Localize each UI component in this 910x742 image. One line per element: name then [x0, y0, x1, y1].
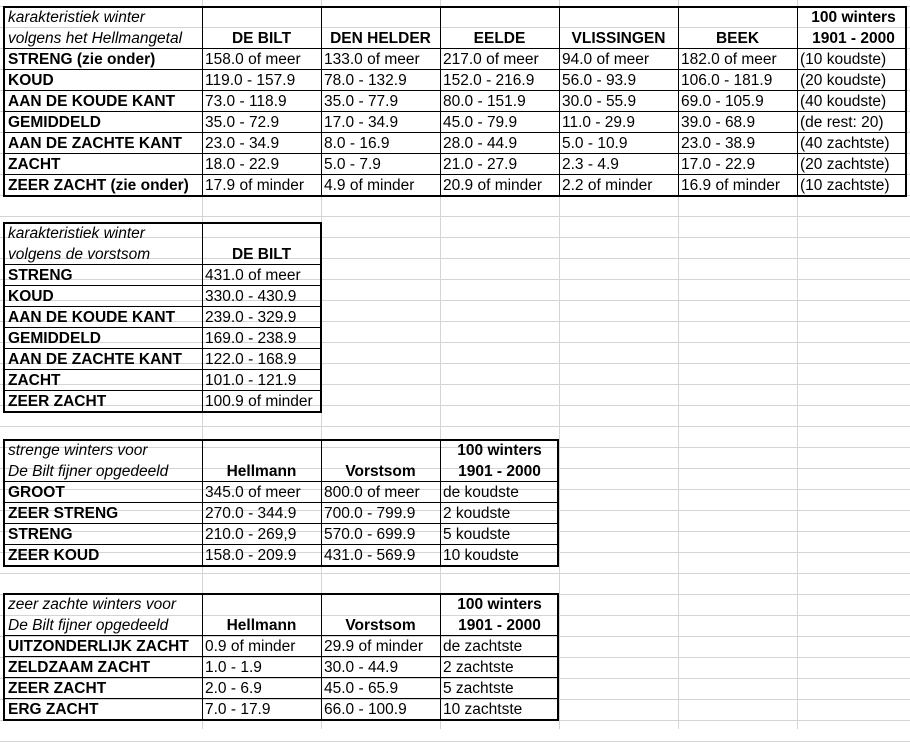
- table-cell: 7.0 - 17.9: [205, 701, 271, 718]
- table-cell: 10 koudste: [443, 547, 519, 564]
- table-cell: 4.9 of minder: [324, 177, 415, 194]
- table-cell: 2.2 of minder: [562, 177, 653, 194]
- table-cell: (20 koudste): [800, 72, 887, 89]
- table-cell: 5 zachtste: [443, 680, 514, 697]
- table-cell: 23.0 - 34.9: [205, 135, 280, 152]
- table-header-caption: karakteristiek winter: [8, 225, 145, 242]
- table-header-caption: strenge winters voor: [8, 442, 148, 459]
- table-cell: 78.0 - 132.9: [324, 72, 407, 89]
- table-cell: 2 koudste: [443, 505, 511, 522]
- row-label: ZEER ZACHT: [8, 680, 107, 697]
- table-cell: 5 koudste: [443, 526, 511, 543]
- row-label: GROOT: [8, 484, 65, 501]
- table-cell: 11.0 - 29.9: [562, 114, 635, 131]
- table-cell: 133.0 of meer: [324, 51, 420, 68]
- table-header-caption: zeer zachte winters voor: [8, 596, 176, 613]
- row-label: ZACHT: [8, 372, 61, 389]
- grid-row-line: [0, 216, 910, 217]
- table-cell: 73.0 - 118.9: [205, 93, 287, 110]
- table-cell: 431.0 - 569.9: [324, 547, 416, 564]
- table-header-caption: volgens het Hellmangetal: [8, 30, 183, 47]
- table-cell: 2.3 - 4.9: [562, 156, 619, 173]
- row-label: ZEER ZACHT: [8, 393, 107, 410]
- table-cell: de zachtste: [443, 638, 523, 655]
- table-cell: de koudste: [443, 484, 519, 501]
- table-cell: 345.0 of meer: [205, 484, 301, 501]
- table-cell: 35.0 - 72.9: [205, 114, 280, 131]
- table-cell: 66.0 - 100.9: [324, 701, 407, 718]
- table-cell: 700.0 - 799.9: [324, 505, 416, 522]
- table-cell: (40 koudste): [800, 93, 887, 110]
- table-cell: (20 zachtste): [800, 156, 890, 173]
- row-label: STRENG: [8, 526, 73, 543]
- column-header: 100 winters: [457, 596, 542, 613]
- row-label: AAN DE ZACHTE KANT: [8, 135, 182, 152]
- column-header: 1901 - 2000: [458, 463, 541, 480]
- table-cell: 17.0 - 22.9: [681, 156, 756, 173]
- column-header: EELDE: [473, 30, 526, 47]
- table-cell: (de rest: 20): [800, 114, 884, 131]
- row-label: UITZONDERLIJK ZACHT: [8, 638, 189, 655]
- table-cell: 101.0 - 121.9: [205, 372, 297, 389]
- table-cell: 0.9 of minder: [205, 638, 296, 655]
- column-header: 100 winters: [811, 9, 896, 26]
- row-label: ZEER STRENG: [8, 505, 119, 522]
- row-label: ZACHT: [8, 156, 61, 173]
- table-cell: 35.0 - 77.9: [324, 93, 399, 110]
- column-header: Vorstsom: [345, 617, 416, 634]
- table-cell: 119.0 - 157.9: [205, 72, 296, 89]
- table-cell: 5.0 - 10.9: [562, 135, 628, 152]
- table-cell: 800.0 of meer: [324, 484, 420, 501]
- table-cell: 8.0 - 16.9: [324, 135, 390, 152]
- table-cell: 30.0 - 44.9: [324, 659, 399, 676]
- table-cell: 17.0 - 34.9: [324, 114, 399, 131]
- table-cell: 182.0 of meer: [681, 51, 777, 68]
- table-cell: 2 zachtste: [443, 659, 514, 676]
- row-label: ZELDZAAM ZACHT: [8, 659, 151, 676]
- table-cell: (10 koudste): [800, 51, 887, 68]
- table-cell: 431.0 of meer: [205, 267, 301, 284]
- table-cell: 10 zachtste: [443, 701, 523, 718]
- row-label: KOUD: [8, 72, 54, 89]
- table-cell: 210.0 - 269,9: [205, 526, 297, 543]
- row-label: AAN DE KOUDE KANT: [8, 93, 176, 110]
- table-cell: 18.0 - 22.9: [205, 156, 280, 173]
- table-cell: 217.0 of meer: [443, 51, 539, 68]
- table-cell: 45.0 - 79.9: [443, 114, 518, 131]
- table-cell: 239.0 - 329.9: [205, 309, 297, 326]
- table-cell: 17.9 of minder: [205, 177, 305, 194]
- column-header: BEEK: [715, 30, 760, 47]
- table-cell: 23.0 - 38.9: [681, 135, 756, 152]
- row-label: AAN DE ZACHTE KANT: [8, 351, 182, 368]
- table-header-caption: De Bilt fijner opgedeeld: [8, 463, 169, 480]
- column-header: VLISSINGEN: [571, 30, 666, 47]
- table-cell: 158.0 - 209.9: [205, 547, 297, 564]
- table-cell: 5.0 - 7.9: [324, 156, 381, 173]
- table-cell: 69.0 - 105.9: [681, 93, 764, 110]
- column-header: 1901 - 2000: [458, 617, 541, 634]
- table-cell: 2.0 - 6.9: [205, 680, 262, 697]
- table-cell: 56.0 - 93.9: [562, 72, 637, 89]
- table-cell: 100.9 of minder: [205, 393, 313, 410]
- table-cell: 94.0 of meer: [562, 51, 650, 68]
- column-header: Hellmann: [226, 463, 297, 480]
- column-header: Vorstsom: [345, 463, 416, 480]
- table-header-caption: volgens de vorstsom: [8, 246, 151, 263]
- table-cell: (40 zachtste): [800, 135, 890, 152]
- column-header: DEN HELDER: [330, 30, 431, 47]
- row-label: KOUD: [8, 288, 54, 305]
- table-cell: 39.0 - 68.9: [681, 114, 756, 131]
- column-header: 1901 - 2000: [812, 30, 895, 47]
- table-cell: 169.0 - 238.9: [205, 330, 297, 347]
- row-label: ERG ZACHT: [8, 701, 99, 718]
- table-cell: 16.9 of minder: [681, 177, 781, 194]
- table-cell: 158.0 of meer: [205, 51, 301, 68]
- table-cell: 570.0 - 699.9: [324, 526, 416, 543]
- column-header: 100 winters: [457, 442, 542, 459]
- row-label: GEMIDDELD: [8, 330, 101, 347]
- table-header-caption: karakteristiek winter: [8, 9, 145, 26]
- table-cell: 28.0 - 44.9: [443, 135, 518, 152]
- grid-row-line: [0, 573, 910, 574]
- table-header-caption: De Bilt fijner opgedeeld: [8, 617, 169, 634]
- table-cell: 45.0 - 65.9: [324, 680, 399, 697]
- table-cell: 1.0 - 1.9: [205, 659, 262, 676]
- table-cell: 21.0 - 27.9: [443, 156, 518, 173]
- table-cell: 80.0 - 151.9: [443, 93, 526, 110]
- row-label: ZEER KOUD: [8, 547, 100, 564]
- table-cell: 270.0 - 344.9: [205, 505, 297, 522]
- table-cell: 330.0 - 430.9: [205, 288, 297, 305]
- column-header: DE BILT: [231, 30, 292, 47]
- grid-row-line: [0, 426, 910, 427]
- table-cell: 122.0 - 168.9: [205, 351, 297, 368]
- row-label: GEMIDDELD: [8, 114, 101, 131]
- table-cell: 30.0 - 55.9: [562, 93, 637, 110]
- column-header: DE BILT: [231, 246, 292, 263]
- table-cell: 20.9 of minder: [443, 177, 543, 194]
- table-cell: 106.0 - 181.9: [681, 72, 773, 89]
- row-label: AAN DE KOUDE KANT: [8, 309, 176, 326]
- table-cell: (10 zachtste): [800, 177, 890, 194]
- row-label: STRENG (zie onder): [8, 51, 156, 68]
- row-label: STRENG: [8, 267, 73, 284]
- row-label: ZEER ZACHT (zie onder): [8, 177, 189, 194]
- table-cell: 29.9 of minder: [324, 638, 424, 655]
- column-header: Hellmann: [226, 617, 297, 634]
- table-cell: 152.0 - 216.9: [443, 72, 535, 89]
